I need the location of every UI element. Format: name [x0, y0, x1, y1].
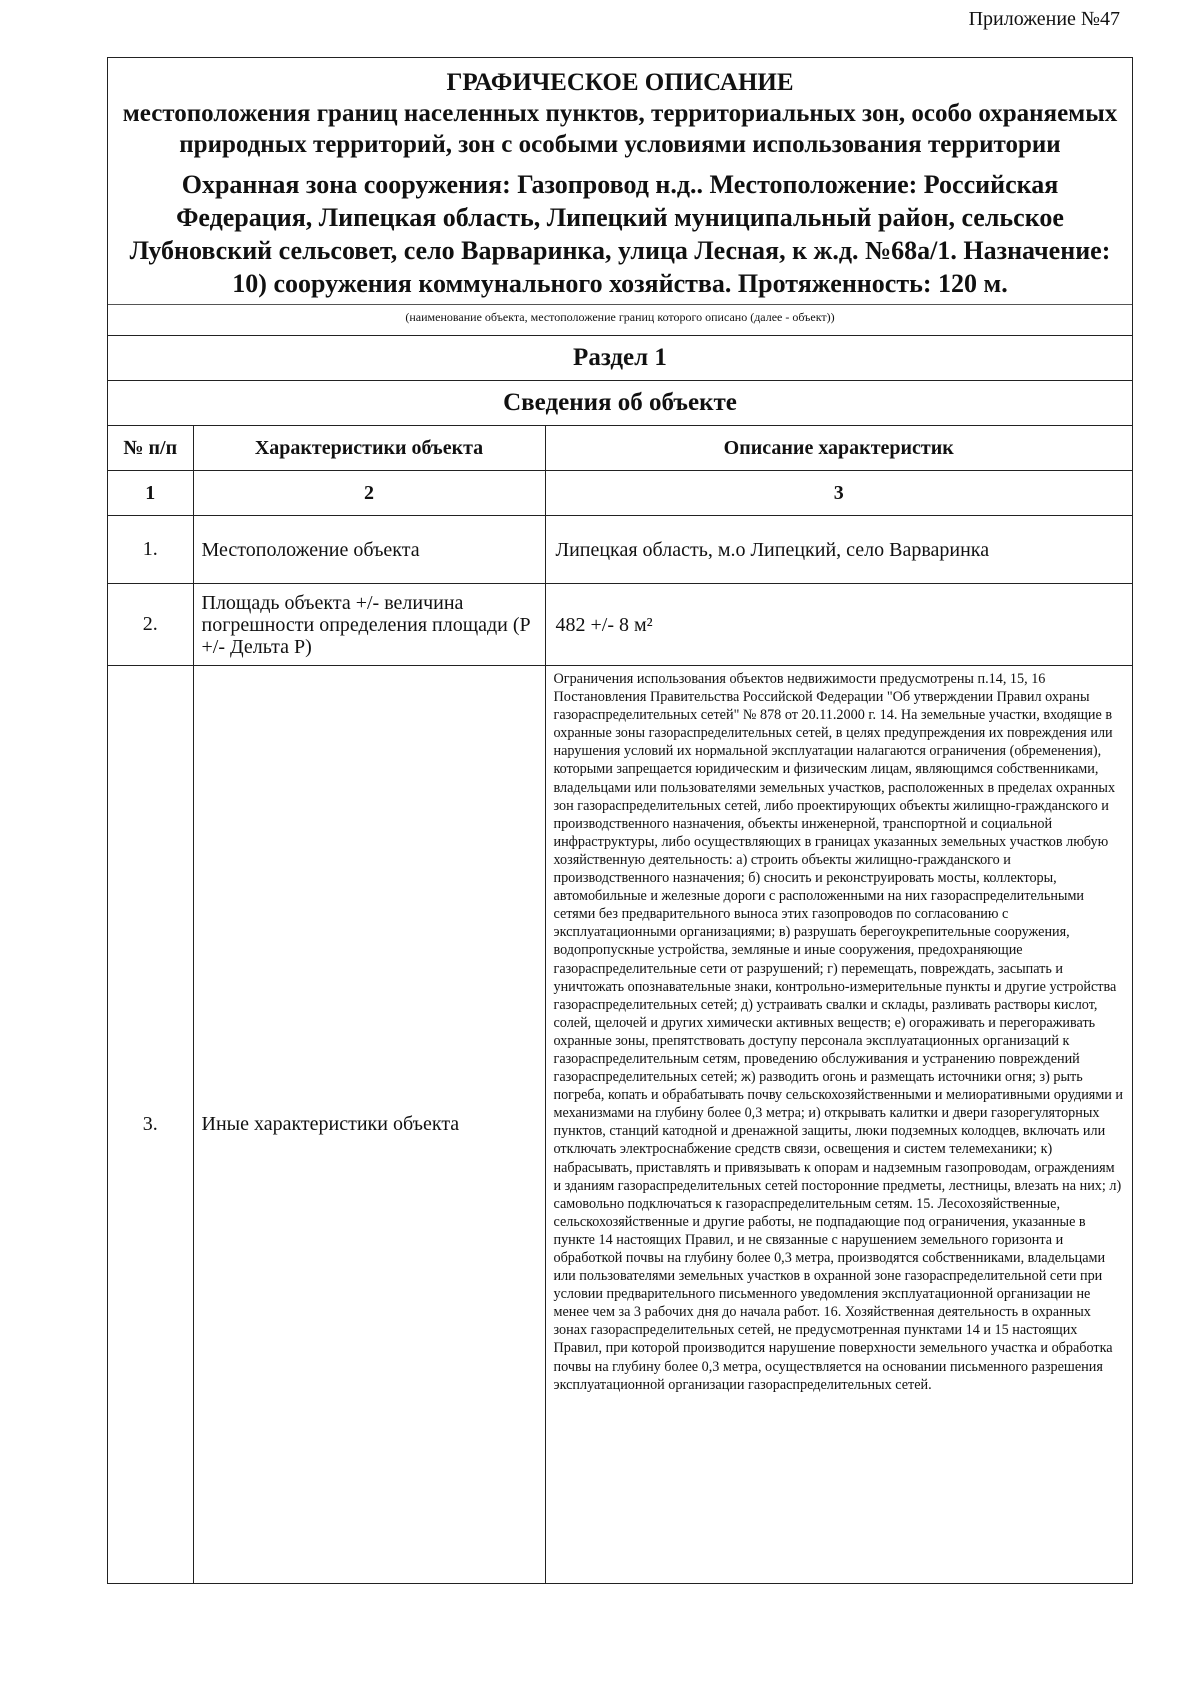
table-row	[108, 584, 1132, 666]
document-subtitle: местоположения границ населенных пунктов, территориальных зон, особо охраняемых природных территорий, зон с особыми условиями использования территории	[122, 100, 1118, 158]
row-description: Липецкая область, м.о Липецкий, село Варваринка	[545, 516, 1132, 584]
column-header-characteristic: Характеристики объекта	[193, 426, 545, 471]
row-description: 482 +/- 8 м²	[545, 584, 1132, 666]
table-row	[108, 516, 1132, 584]
column-index-2: 2	[193, 471, 545, 516]
section-label: Раздел 1	[108, 335, 1132, 380]
row-num: 2.	[108, 584, 193, 666]
row-characteristic: Иные характеристики объекта	[193, 666, 545, 1583]
table-index-row	[108, 471, 1132, 516]
row-characteristic: Местоположение объекта	[193, 516, 545, 584]
document-title: ГРАФИЧЕСКОЕ ОПИСАНИЕ	[446, 69, 794, 96]
table-header-row	[108, 426, 1132, 471]
row-characteristic: Площадь объекта +/- величина погрешности определения площади (P +/- Дельта P)	[193, 584, 545, 666]
appendix-label: Приложение №47	[968, 8, 1120, 30]
column-index-3: 3	[545, 471, 1132, 516]
column-index-1: 1	[108, 471, 193, 516]
row-description: Ограничения использования объектов недвижимости предусмотрены п.14, 15, 16 Постановления Правительства Российской Федерации "Об утверждении Правил охраны газораспределительных сетей" № 878 от 20.11.2000 г. 14. На земельные участки, входящие в охранные зоны газораспределительных сетей, в целях предупреждения их повреждения или нарушения условий их нормальной эксплуатации налагаются ограничения (обременения), которыми запрещается юридическим и физическим лицам, являющимся собственниками, владельцами или пользователями земельных участков, расположенных в пределах охранных зон газораспределительных сетей, либо проектирующих объекты жилищно-гражданского и производственного назначения, объекты инженерной, транспортной и социальной инфраструктуры, либо осуществляющих в границах указанных земельных участков любую хозяйственную деятельность: а) строить объекты жилищно-гражданского и производственного назначения; б) сносить и реконструировать мосты, коллекторы, автомобильные и железные дороги с расположенными на них газораспределительными сетями без предварительного выноса этих газопроводов по согласованию с эксплуатационными организациями; в) разрушать берегоукрепительные сооружения, водопропускные устройства, земляные и иные сооружения, предохраняющие газораспределительные сети от разрушений; г) перемещать, повреждать, засыпать и уничтожать опознавательные знаки, контрольно-измерительные пункты и другие устройства газораспределительных сетей; д) устраивать свалки и склады, разливать растворы кислот, солей, щелочей и других химически активных веществ; е) огораживать и перегораживать охранные зоны, препятствовать доступу персонала эксплуатационных организаций к газораспределительным сетям, проведению обслуживания и устранению повреждений газораспределительных сетей; ж) разводить огонь и размещать источники огня; з) рыть погреба, копать и обрабатывать почву сельскохозяйственными и мелиоративными орудиями и механизмами на глубину более 0,3 метра; и) открывать калитки и двери газорегуляторных пунктов, станций катодной и дренажной защиты, люки подземных колодцев, включать или отключать электроснабжение средств связи, освещения и систем телемеханики; к) набрасывать, приставлять и привязывать к опорам и надземным газопроводам, ограждениям и зданиям газораспределительных сетей посторонние предметы, лестницы, влезать на них; л) самовольно подключаться к газораспределительным сетям. 15. Лесохозяйственные, сельскохозяйственные и другие работы, не подпадающие под ограничения, указанные в пункте 14 настоящих Правил, и не связанные с нарушением земельного горизонта и обработкой почвы на глубину более 0,3 метра, производятся собственниками, владельцами или пользователями земельных участков в охранной зоне газораспределительной сети при условии предварительного письменного уведомления эксплуатационной организации не менее чем за 3 рабочих дня до начала работ. 16. Хозяйственная деятельность в охранных зонах газораспределительных сетей, не предусмотренная пунктами 14 и 15 настоящих Правил, при которой производится нарушение поверхности земельного участка и обработка почвы на глубину более 0,3 метра, осуществляется на основании письменного разрешения эксплуатационной организации газораспределительных сетей.	[545, 666, 1132, 1583]
object-name: Охранная зона сооружения: Газопровод н.д.. Местоположение: Российская Федерация, Липецкая область, Липецкий муниципальный район, сельское Лубновский сельсовет, село Варваринка, улица Лесная, к ж.д. №68а/1. Назначение: 10) сооружения коммунального хозяйства. Протяженность: 120 м.	[129, 170, 1111, 298]
row-num: 1.	[108, 516, 193, 584]
column-header-description: Описание характеристик	[545, 426, 1132, 471]
document-header	[108, 58, 1132, 335]
object-name-note: (наименование объекта, местоположение границ которого описано (далее - объект))	[108, 304, 1132, 335]
document-frame	[107, 57, 1133, 1584]
section-heading: Сведения об объекте	[108, 380, 1132, 425]
row-num: 3.	[108, 666, 193, 1583]
object-properties-table	[108, 425, 1132, 1583]
column-header-num: № п/п	[108, 426, 193, 471]
table-row	[108, 666, 1132, 1583]
